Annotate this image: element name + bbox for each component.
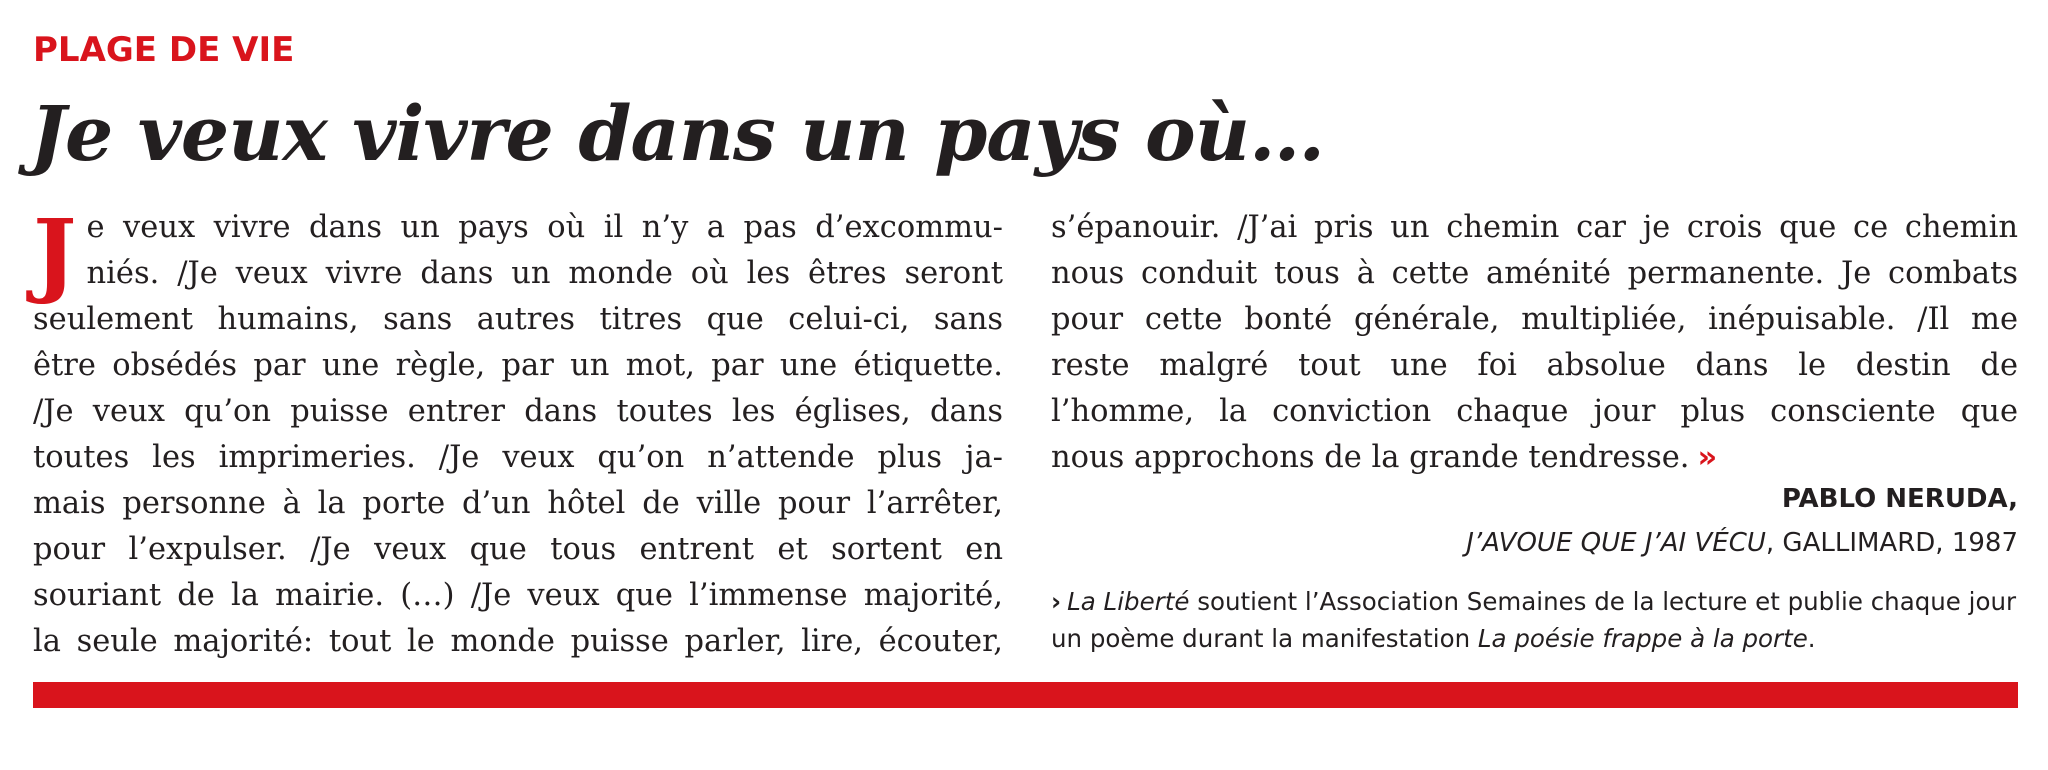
book-source bbox=[1466, 528, 2018, 558]
poem-line-text: nous approchons de la grande tendresse. bbox=[1051, 440, 1690, 475]
poem-line: e veux vivre dans un pays où il n’y a pas d’excommu- bbox=[86, 210, 1003, 245]
note-newspaper-name: La Liberté bbox=[1067, 587, 1190, 616]
poem-line: être obsédés par une règle, par un mot, par une étiquette. bbox=[33, 348, 1003, 383]
book-title: J’AVOUE QUE J’AI VÉCU bbox=[1466, 528, 1766, 558]
drop-cap: J bbox=[33, 199, 77, 307]
article-headline: Je veux vivre dans un pays où… bbox=[30, 89, 1324, 178]
poem-line: s’épanouir. /J’ai pris un chemin car je crois que ce chemin bbox=[1051, 210, 2018, 245]
section-kicker: PLAGE DE VIE bbox=[33, 30, 295, 70]
note-text: soutient l’Association Semaines de la lecture et publie chaque jour un poème durant la manifestation bbox=[1051, 587, 2017, 653]
poem-line: /Je veux qu’on puisse entrer dans toutes les églises, dans bbox=[33, 394, 1003, 429]
poem-line: niés. /Je veux vivre dans un monde où les êtres seront bbox=[86, 256, 1003, 291]
poem-line: toutes les imprimeries. /Je veux qu’on n’attende plus ja- bbox=[33, 440, 1003, 475]
poem-line: pour l’expulser. /Je veux que tous entrent et sortent en bbox=[33, 532, 1003, 567]
red-divider-bar bbox=[33, 682, 2018, 708]
poem-column-right bbox=[1051, 205, 2018, 481]
poem-line: reste malgré tout une foi absolue dans le destin de bbox=[1051, 348, 2018, 383]
poem-line: seulement humains, sans autres titres que celui-ci, sans bbox=[33, 302, 1003, 337]
poem-line: souriant de la mairie. (…) /Je veux que l’immense majorité, bbox=[33, 578, 1003, 613]
poem-column-left bbox=[33, 199, 1003, 665]
chevron-right-icon: › bbox=[1051, 587, 1062, 616]
poem-line: pour cette bonté générale, multipliée, inépuisable. /Il me bbox=[1051, 302, 2018, 337]
poem-line: l’homme, la conviction chaque jour plus consciente que bbox=[1051, 394, 2018, 429]
poem-line-last bbox=[1051, 435, 2018, 481]
end-mark-icon: » bbox=[1697, 440, 1718, 475]
note-end: . bbox=[1807, 624, 1816, 653]
editorial-note bbox=[1051, 583, 2021, 657]
poem-line: nous conduit tous à cette aménité permanente. Je combats bbox=[1051, 256, 2018, 291]
poem-line: la seule majorité: tout le monde puisse parler, lire, écouter, bbox=[33, 624, 1003, 659]
poem-line: mais personne à la porte d’un hôtel de ville pour l’arrêter, bbox=[33, 486, 1003, 521]
publisher-year: , GALLIMARD, 1987 bbox=[1765, 528, 2018, 558]
author-name: PABLO NERUDA, bbox=[1781, 484, 2018, 514]
note-event-name: La poésie frappe à la porte bbox=[1477, 624, 1808, 653]
